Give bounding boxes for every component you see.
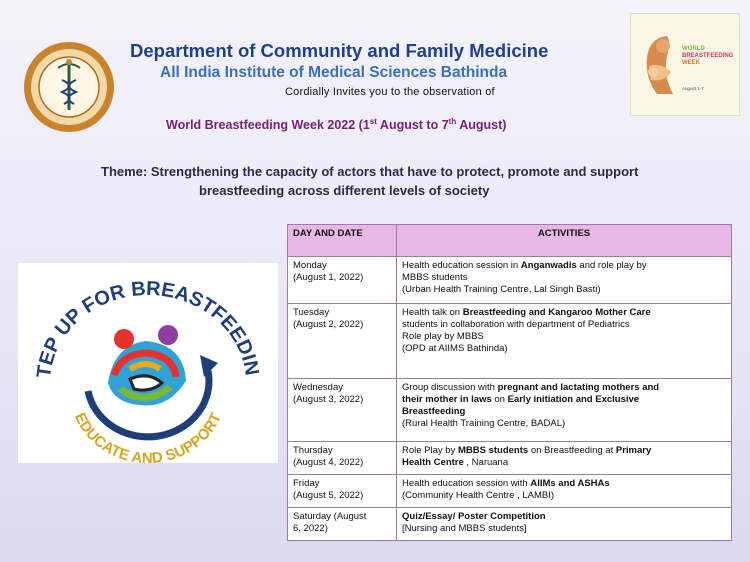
activity-line [402, 260, 726, 272]
activity-bold: Breastfeeding and Kangaroo Mother Care [462, 307, 651, 318]
activity-text: on Breastfeeding at [528, 445, 616, 456]
event-suffix: August) [456, 118, 507, 133]
theme-line2: breastfeeding across different levels of society [199, 183, 490, 198]
step-up-breastfeeding-logo [18, 263, 278, 463]
activity-line [402, 307, 726, 319]
activity-text: Health education session with [402, 478, 531, 489]
event-mid: August to 7 [376, 118, 449, 133]
wbw-logo-date: August 1-7 [682, 86, 704, 91]
event-sup1: st [369, 117, 377, 126]
activity-bold: pregnant and lactating mothers and [497, 382, 660, 393]
day-name: Wednesday [293, 382, 343, 393]
day-cell [288, 508, 397, 541]
stepup-bottom-text: EDUCATE AND SUPPORT [71, 410, 225, 463]
activity-line: Role play by MBBS [402, 331, 484, 342]
activity-line: [Nursing and MBBS students] [402, 523, 527, 534]
day-cell [288, 304, 397, 379]
theme-line1: Theme: Strengthening the capacity of actors that have to protect, promote and support [101, 164, 639, 179]
activity-text: on [491, 394, 508, 405]
event-sup2: th [448, 117, 457, 126]
wbw-line2: BREASTFEEDING [682, 53, 734, 59]
activity-line [402, 382, 726, 394]
col-day-header: DAY AND DATE [288, 225, 397, 257]
activity-text: , Naruana [463, 457, 509, 468]
day-date: (August 1, 2022) [293, 272, 364, 283]
world-breastfeeding-week-logo [630, 13, 740, 116]
day-cell [288, 257, 397, 304]
activity-cell [397, 379, 732, 442]
activity-cell [397, 304, 732, 379]
aiims-emblem-logo [22, 40, 116, 134]
activity-line [402, 457, 726, 469]
activity-text: Group discussion with [402, 382, 498, 393]
institute-title: All India Institute of Medical Sciences Bathinda [160, 64, 508, 81]
activity-bold: Primary [615, 445, 652, 456]
activity-bold: AIIMs and ASHAs [530, 478, 610, 489]
col-activities-header: ACTIVITIES [397, 225, 732, 257]
activities-table [287, 224, 732, 541]
activity-text: and role play by [576, 260, 647, 271]
day-cell [288, 475, 397, 508]
activity-text: Health education session in [402, 260, 521, 271]
activity-bold: Health Centre [402, 457, 464, 468]
activity-bold: Early initiation and Exclusive [507, 394, 640, 405]
event-prefix: World Breastfeeding Week 2022 (1 [166, 118, 370, 133]
day-cell [288, 442, 397, 475]
day-date: (August 2, 2022) [293, 319, 364, 330]
wbw-line1: WORLD [682, 46, 705, 52]
day-date: 6, 2022) [293, 523, 328, 534]
activity-line: students in collaboration with department of Pediatrics [402, 319, 630, 330]
day-name: Thursday [293, 445, 333, 456]
activity-cell [397, 257, 732, 304]
activity-bold: Breastfeeding [402, 406, 466, 417]
table-row [288, 508, 732, 541]
activity-bold: Quiz/Essay/ Poster Competition [402, 511, 546, 522]
activity-text: Health talk on [402, 307, 463, 318]
activity-bold: their mother in laws [402, 394, 492, 405]
day-name: Friday [293, 478, 320, 489]
activity-line [402, 445, 726, 457]
activity-bold: Anganwadis [520, 260, 577, 271]
day-name: Monday [293, 260, 327, 271]
day-date: (August 4, 2022) [293, 457, 364, 468]
activity-line [402, 406, 726, 418]
activity-line: (Urban Health Training Centre, Lal Singh Basti) [402, 284, 601, 295]
table-row [288, 257, 732, 304]
day-name: Saturday (August [293, 511, 367, 522]
wbw-line3: WEEK [682, 60, 700, 66]
table-row [288, 442, 732, 475]
day-cell [288, 379, 397, 442]
day-date: (August 3, 2022) [293, 394, 364, 405]
mother-child-icon [637, 32, 681, 98]
department-title: Department of Community and Family Medicine [130, 40, 549, 61]
table-header-row [288, 225, 732, 257]
day-name: Tuesday [293, 307, 330, 318]
activity-cell [397, 442, 732, 475]
table-row [288, 475, 732, 508]
table-row [288, 379, 732, 442]
activity-line: (Community Health Centre , LAMBI) [402, 490, 555, 501]
activity-cell [397, 508, 732, 541]
event-title [166, 117, 506, 132]
activity-bold: MBBS students [457, 445, 529, 456]
activity-line [402, 478, 726, 490]
activity-line: MBBS students [402, 272, 468, 283]
activity-line [402, 394, 726, 406]
activity-line: (OPD at AIIMS Bathinda) [402, 343, 508, 354]
activity-line [402, 511, 726, 523]
activity-cell [397, 475, 732, 508]
activity-line: (Rural Health Training Centre, BADAL) [402, 418, 566, 429]
table-row [288, 304, 732, 379]
activity-text: Role Play by [402, 445, 458, 456]
stepup-top-text: TEP UP FOR BREASTFEEDIN [33, 277, 263, 380]
invite-text: Cordially Invites you to the observation of [285, 86, 495, 98]
day-date: (August 5, 2022) [293, 490, 364, 501]
wbw-logo-text [682, 46, 734, 67]
